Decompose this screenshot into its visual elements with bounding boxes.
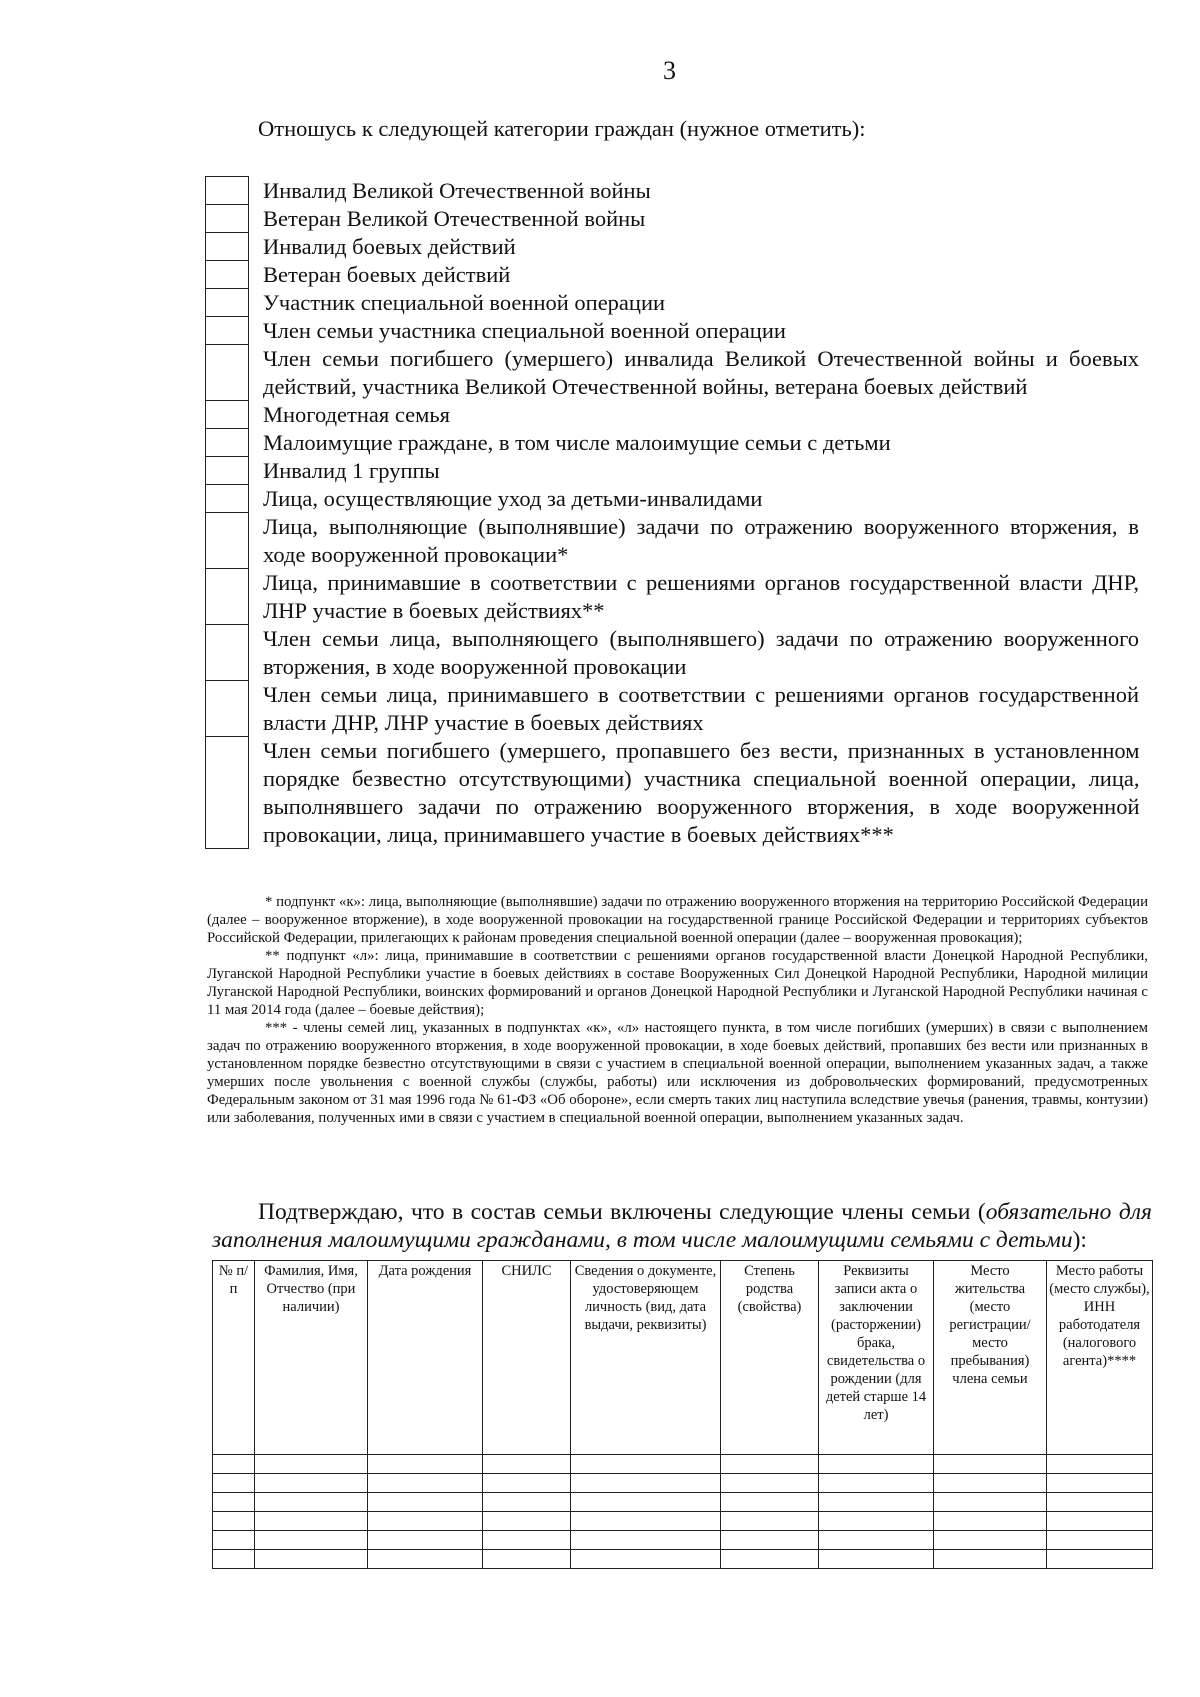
table-cell[interactable] — [213, 1531, 255, 1550]
category-row — [206, 457, 1140, 485]
category-checkbox[interactable] — [206, 177, 249, 205]
table-cell[interactable] — [1047, 1531, 1153, 1550]
footnote: *** - члены семей лиц, указанных в подпунктах «к», «л» настоящего пункта, в том числе погибших (умерших) в связи с выполнением задач по отражению вооруженного вторжения, в ходе вооруженной провокации, в ходе боевых действий, пропавших без вести или признанных в установленном порядке безвестно отсутствующими в связи с участием в специальной военной операции, выполнением указанных задач, а также умерших после увольнения с военной службы (службы, работы) или исключения из добровольческих формирований, предусмотренных Федеральным законом от 31 мая 1996 года № 61-ФЗ «Об обороне», если смерть таких лиц наступила вследствие увечья (ранения, травмы, контузии) или заболевания, полученных ими в связи с участием в специальной военной операции, выполнением указанных задач. — [207, 1020, 1148, 1126]
table-cell[interactable] — [483, 1493, 571, 1512]
category-checkbox[interactable] — [206, 569, 249, 625]
table-cell[interactable] — [1047, 1512, 1153, 1531]
category-label: Член семьи участника специальной военной операции — [263, 317, 786, 343]
page-number: 3 — [663, 56, 676, 85]
table-cell[interactable] — [721, 1550, 819, 1569]
category-label: Член семьи лица, выполняющего (выполнявшего) задачи по отражению вооруженного вторжения, в ходе вооруженной провокации — [263, 625, 1139, 679]
table-cell[interactable] — [1047, 1474, 1153, 1493]
category-checkbox[interactable] — [206, 737, 249, 849]
table-cell[interactable] — [934, 1493, 1047, 1512]
table-header-row — [213, 1261, 1153, 1455]
table-cell[interactable] — [721, 1493, 819, 1512]
table-cell[interactable] — [255, 1493, 368, 1512]
table-cell[interactable] — [819, 1455, 934, 1474]
table-cell[interactable] — [1047, 1455, 1153, 1474]
table-cell[interactable] — [368, 1512, 483, 1531]
table-cell[interactable] — [483, 1550, 571, 1569]
table-cell[interactable] — [1047, 1493, 1153, 1512]
table-cell[interactable] — [213, 1455, 255, 1474]
category-checkbox[interactable] — [206, 205, 249, 233]
category-row — [206, 177, 1140, 205]
category-row — [206, 401, 1140, 429]
category-checkbox[interactable] — [206, 429, 249, 457]
category-label: Инвалид 1 группы — [263, 457, 440, 483]
category-row — [206, 345, 1140, 401]
table-cell[interactable] — [483, 1531, 571, 1550]
category-label: Член семьи погибшего (умершего, пропавшего без вести, признанных в установленном порядке безвестно отсутствующими) участника специальной военной операции, лица, выполнявшего задачи по отражению вооруженного вторжения, в ходе вооруженной провокации, лица, принимавшего участие в боевых действиях*** — [263, 737, 1140, 847]
category-row — [206, 429, 1140, 457]
column-header-civil-record: Реквизиты записи акта о заключении (расторжении) брака, свидетельства о рождении (для детей старше 14 лет) — [819, 1261, 934, 1455]
category-checkbox[interactable] — [206, 485, 249, 513]
table-cell[interactable] — [819, 1493, 934, 1512]
category-row — [206, 569, 1140, 625]
table-cell[interactable] — [1047, 1550, 1153, 1569]
column-header-id-document: Сведения о документе, удостоверяющем личность (вид, дата выдачи, реквизиты) — [571, 1261, 721, 1455]
category-checkbox[interactable] — [206, 261, 249, 289]
category-label: Лица, осуществляющие уход за детьми-инвалидами — [263, 485, 763, 511]
confirm-italic-note: обязательно для заполнения малоимущими гражданами, в том числе малоимущими семьями с детьми — [212, 1199, 1152, 1253]
column-header-residence: Место жительства (место регистрации/ место пребывания) члена семьи — [934, 1261, 1047, 1455]
table-cell[interactable] — [483, 1455, 571, 1474]
category-row — [206, 485, 1140, 513]
table-cell[interactable] — [721, 1455, 819, 1474]
column-header-workplace: Место работы (место службы), ИНН работодателя (налогового агента)**** — [1047, 1261, 1153, 1455]
table-cell[interactable] — [571, 1550, 721, 1569]
category-row — [206, 317, 1140, 345]
category-checkbox[interactable] — [206, 401, 249, 429]
category-row — [206, 513, 1140, 569]
table-row — [213, 1512, 1153, 1531]
category-checkbox[interactable] — [206, 317, 249, 345]
category-row — [206, 261, 1140, 289]
category-label: Ветеран боевых действий — [263, 261, 511, 287]
column-header-name: Фамилия, Имя, Отчество (при наличии) — [255, 1261, 368, 1455]
category-checkbox[interactable] — [206, 457, 249, 485]
table-cell[interactable] — [819, 1512, 934, 1531]
table-cell[interactable] — [255, 1512, 368, 1531]
category-label: Многодетная семья — [263, 401, 450, 427]
column-header-snils: СНИЛС — [483, 1261, 571, 1455]
table-cell[interactable] — [819, 1531, 934, 1550]
category-checkbox[interactable] — [206, 625, 249, 681]
table-cell[interactable] — [934, 1474, 1047, 1493]
table-row — [213, 1455, 1153, 1474]
table-row — [213, 1550, 1153, 1569]
table-cell[interactable] — [255, 1474, 368, 1493]
category-checkbox[interactable] — [206, 513, 249, 569]
category-list — [205, 176, 1140, 849]
category-label: Член семьи погибшего (умершего) инвалида Великой Отечественной войны и боевых действий, участника Великой Отечественной войны, ветерана боевых действий — [263, 345, 1139, 399]
footnote: * подпункт «к»: лица, выполняющие (выполнявшие) задачи по отражению вооруженного вторжения на территорию Российской Федерации (далее – вооруженное вторжение), в ходе вооруженной провокации на государственной границе Российской Федерации и территориях субъектов Российской Федерации, прилегающих к районам проведения специальной военной операции (далее – вооруженная провокация); — [207, 894, 1148, 946]
column-header-number: № п/ п — [213, 1261, 255, 1455]
category-label: Участник специальной военной операции — [263, 289, 666, 315]
table-cell[interactable] — [255, 1455, 368, 1474]
table-cell[interactable] — [255, 1531, 368, 1550]
table-cell[interactable] — [213, 1474, 255, 1493]
table-cell[interactable] — [368, 1493, 483, 1512]
table-cell[interactable] — [571, 1474, 721, 1493]
category-row — [206, 233, 1140, 261]
category-checkbox[interactable] — [206, 345, 249, 401]
table-cell[interactable] — [571, 1512, 721, 1531]
table-cell[interactable] — [934, 1531, 1047, 1550]
table-cell[interactable] — [255, 1550, 368, 1569]
table-cell[interactable] — [819, 1550, 934, 1569]
table-row — [213, 1493, 1153, 1512]
column-header-relationship: Степень родства (свойства) — [721, 1261, 819, 1455]
category-checkbox[interactable] — [206, 233, 249, 261]
table-cell[interactable] — [213, 1493, 255, 1512]
table-cell[interactable] — [721, 1474, 819, 1493]
category-label: Лица, принимавшие в соответствии с решениями органов государственной власти ДНР, ЛНР участие в боевых действиях** — [263, 569, 1139, 623]
table-cell[interactable] — [571, 1493, 721, 1512]
table-cell[interactable] — [571, 1455, 721, 1474]
table-cell[interactable] — [819, 1474, 934, 1493]
table-cell[interactable] — [721, 1531, 819, 1550]
category-label: Лица, выполняющие (выполнявшие) задачи по отражению вооруженного вторжения, в ходе вооруженной провокации* — [263, 513, 1139, 567]
category-row — [206, 289, 1140, 317]
table-cell[interactable] — [368, 1455, 483, 1474]
table-cell[interactable] — [213, 1550, 255, 1569]
table-cell[interactable] — [368, 1550, 483, 1569]
category-checkbox[interactable] — [206, 681, 249, 737]
category-label: Ветеран Великой Отечественной войны — [263, 205, 646, 231]
column-header-birth-date: Дата рождения — [368, 1261, 483, 1455]
table-cell[interactable] — [934, 1550, 1047, 1569]
category-checkbox[interactable] — [206, 289, 249, 317]
confirm-text: Подтверждаю, что в состав семьи включены следующие члены семьи ( — [258, 1199, 986, 1225]
table-cell[interactable] — [368, 1474, 483, 1493]
table-row — [213, 1531, 1153, 1550]
table-cell[interactable] — [571, 1531, 721, 1550]
footnote: ** подпункт «л»: лица, принимавшие в соответствии с решениями органов государственной власти Донецкой Народной Республики, Луганской Народной Республики участие в боевых действиях в составе Вооруженных Сил Донецкой Народной Республики, Народной милиции Луганской Народной Республики, воинских формирований и органов Донецкой Народной Республики и Луганской Народной Республики начиная с 11 мая 2014 года (далее – боевые действия); — [207, 948, 1148, 1018]
table-cell[interactable] — [483, 1512, 571, 1531]
table-row — [213, 1474, 1153, 1493]
category-label: Член семьи лица, принимавшего в соответствии с решениями органов государственной власти ДНР, ЛНР участие в боевых действиях — [263, 681, 1139, 735]
footnotes — [207, 893, 1148, 1127]
category-row — [206, 681, 1140, 737]
category-row — [206, 625, 1140, 681]
table-cell[interactable] — [213, 1512, 255, 1531]
category-heading: Отношусь к следующей категории граждан (нужное отметить): — [258, 116, 866, 141]
category-row — [206, 737, 1140, 849]
category-label: Инвалид боевых действий — [263, 233, 516, 259]
category-label: Малоимущие граждане, в том числе малоимущие семьи с детьми — [263, 429, 891, 455]
family-confirmation — [212, 1198, 1152, 1254]
table-cell[interactable] — [368, 1531, 483, 1550]
category-row — [206, 205, 1140, 233]
table-cell[interactable] — [721, 1512, 819, 1531]
category-label: Инвалид Великой Отечественной войны — [263, 177, 651, 203]
confirm-end: ): — [1072, 1227, 1087, 1253]
table-cell[interactable] — [483, 1474, 571, 1493]
table-cell[interactable] — [934, 1455, 1047, 1474]
table-cell[interactable] — [934, 1512, 1047, 1531]
family-members-table — [212, 1260, 1153, 1569]
